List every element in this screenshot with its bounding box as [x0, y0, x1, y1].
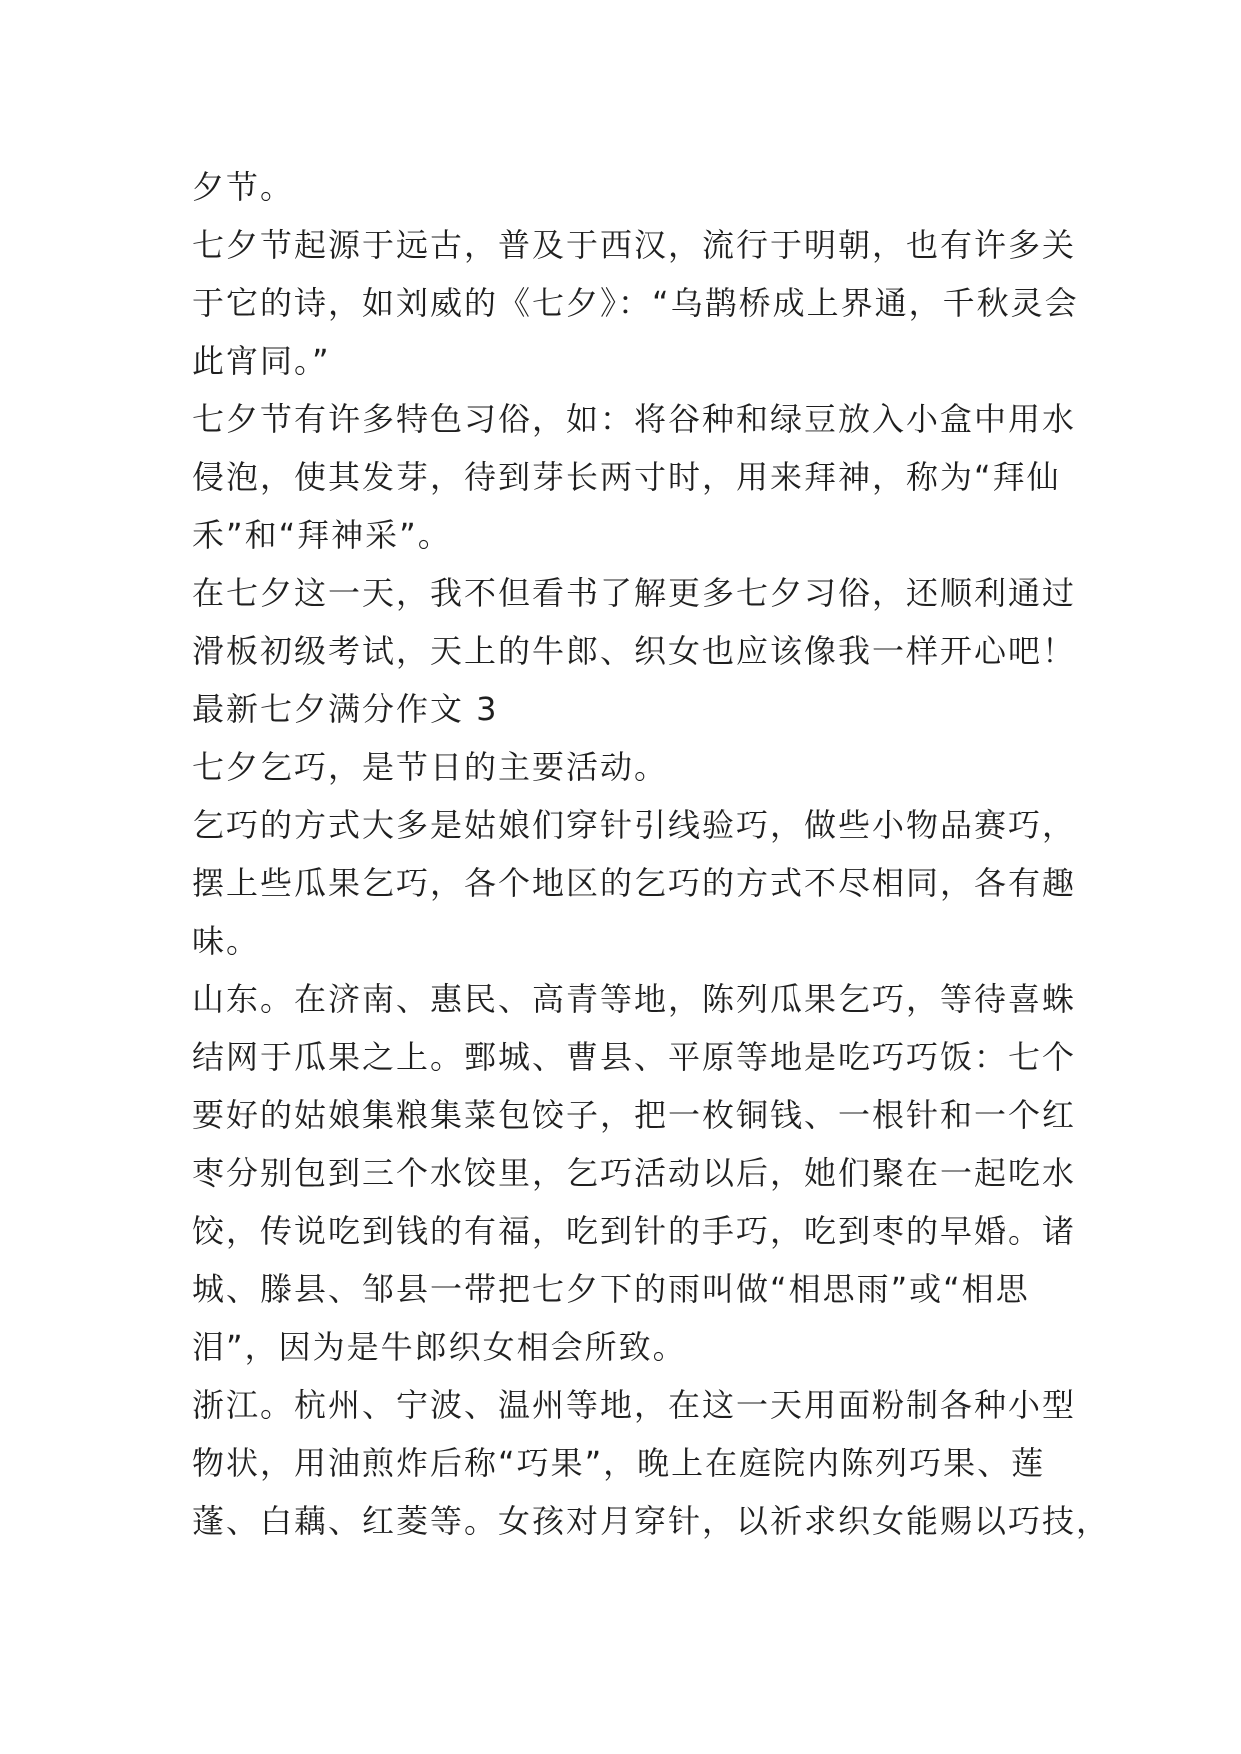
text-line: 山东。在济南、惠民、高青等地，陈列瓜果乞巧，等待喜蛛	[192, 980, 1077, 1018]
text-line: 在七夕这一天，我不但看书了解更多七夕习俗，还顺利通过	[192, 574, 1077, 612]
text-line: 滑板初级考试，天上的牛郎、织女也应该像我一样开心吧！	[192, 632, 1077, 670]
text-line: 摆上些瓜果乞巧，各个地区的乞巧的方式不尽相同，各有趣	[192, 864, 1077, 902]
section-heading: 最新七夕满分作文 3	[192, 690, 499, 728]
text-line: 枣分别包到三个水饺里，乞巧活动以后，她们聚在一起吃水	[192, 1154, 1077, 1192]
text-line: 结网于瓜果之上。鄄城、曹县、平原等地是吃巧巧饭：七个	[192, 1038, 1077, 1076]
text-line: 七夕乞巧，是节日的主要活动。	[192, 748, 669, 786]
text-line: 于它的诗，如刘威的《七夕》：“乌鹊桥成上界通，千秋灵会	[192, 284, 1079, 322]
text-line: 要好的姑娘集粮集菜包饺子，把一枚铜钱、一根针和一个红	[192, 1096, 1077, 1134]
document-body	[192, 158, 1111, 1550]
text-line: 七夕节有许多特色习俗，如：将谷种和绿豆放入小盒中用水	[192, 400, 1077, 438]
text-line: 蓬、白藕、红菱等。女孩对月穿针，以祈求织女能赐以巧技，	[192, 1502, 1111, 1540]
text-line: 味。	[192, 922, 261, 960]
text-line: 侵泡，使其发芽，待到芽长两寸时，用来拜神，称为“拜仙	[192, 458, 1061, 496]
text-line: 泪”，因为是牛郎织女相会所致。	[192, 1328, 687, 1366]
text-line: 七夕节起源于远古，普及于西汉，流行于明朝，也有许多关	[192, 226, 1077, 264]
text-line: 饺，传说吃到钱的有福，吃到针的手巧，吃到枣的早婚。诸	[192, 1212, 1077, 1250]
text-line: 禾”和“拜神采”。	[192, 516, 452, 554]
text-line: 乞巧的方式大多是姑娘们穿针引线验巧，做些小物品赛巧，	[192, 806, 1077, 844]
text-line: 物状，用油煎炸后称“巧果”，晚上在庭院内陈列巧果、莲	[192, 1444, 1046, 1482]
text-line: 此宵同。”	[192, 342, 331, 380]
text-line: 夕节。	[192, 168, 295, 206]
text-line: 城、滕县、邹县一带把七夕下的雨叫做“相思雨”或“相思	[192, 1270, 1030, 1308]
text-line: 浙江。杭州、宁波、温州等地，在这一天用面粉制各种小型	[192, 1386, 1077, 1424]
